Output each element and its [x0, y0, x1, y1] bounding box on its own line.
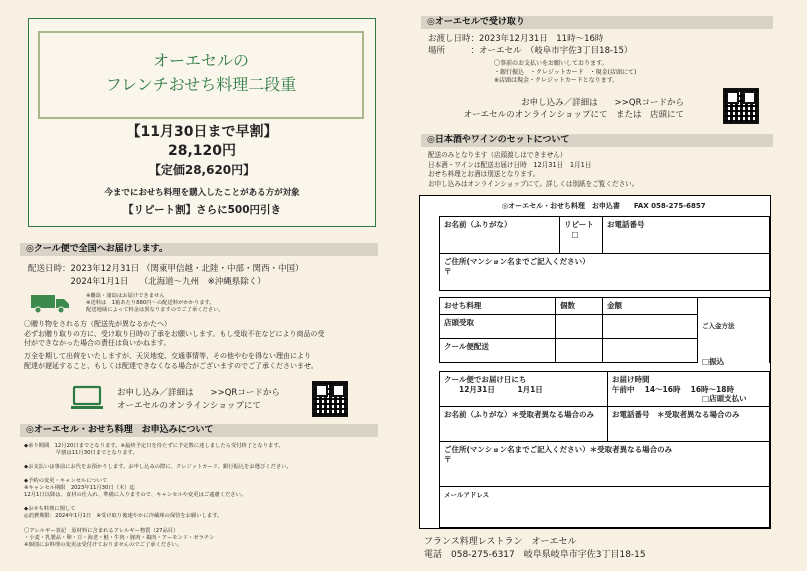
repeat-checkbox[interactable]: リピート □ — [559, 216, 603, 254]
title-box — [28, 18, 376, 227]
recipient-phone-field[interactable]: お電話番号 ＊受取者異なる場合のみ — [607, 406, 770, 442]
amount-store-pickup[interactable] — [602, 314, 698, 339]
form-title: ◎オーエセル・おせち料理 お申込書 FAX 058-275-6857 — [502, 202, 706, 210]
name-field[interactable]: お名前（ふりがな） — [439, 216, 560, 254]
title-line-2: フレンチおせち料理二段重 — [105, 75, 297, 94]
delivery-fee-notes: ※離島・諸島はお届けできません ※送料は 1箱あたり880円〜の配送料がかかります。 配送地域によって料金は異なりますのでご了承ください。 — [86, 293, 224, 314]
delivery-apply-text: お申し込み／詳細は >>QRコードから オーエセルのオンラインショップにて — [117, 388, 280, 411]
sake-header: ◎日本酒やワインのセットについて — [421, 134, 773, 147]
pickup-payment-notes: 〇事前のお支払いをお願いしております。 ・銀行振込 ・クレジットカード ・現金(店頭にて) ※店頭は現金・クレジットカードとなります。 — [494, 60, 637, 84]
truck-icon — [30, 293, 70, 313]
title-line-1: オーエセルの — [152, 51, 249, 70]
count-cool-delivery[interactable] — [555, 338, 603, 363]
regular-price: 【定価28,620円】 — [148, 163, 256, 177]
early-discount-label: 【11月30日まで早割】 — [126, 124, 278, 140]
order-info-notes: ◆承り期間 12月20日までとなります。※最終予定日を待たずに予定数に達しましたら受付終了となります。 早割は11月30日までとなります。 ◆お支払いは事前にお代をお預かりします。お申し込みの際に、クレジットカード、銀行振込をお選びください。 ◆予約の変更・キャンセルについて ※キャンセル期限 2023年11月30日（木）迄 12月1日以降は、食材の仕入れ、準備に入りますので、キャンセルや変更はご遠慮ください。 ◆おせち料理に関して ◎消費期限：2024年1月1日 ※受け取り後速やかに冷蔵庫の保管をお願いします。 〇アレルギー表記 原材料に含まれるアレルギー物質（27品目） ・小麦・乳製品・卵・豆・海老・鮭・牛肉・豚肉・鶏肉・アーモンド・ゼラチン ※個別にお料理の変更は受付けておりませんのでご了承ください。 — [24, 443, 292, 548]
laptop-icon — [70, 385, 104, 411]
pay-transfer-checkbox[interactable]: □振込 — [702, 357, 725, 366]
order-info-header: ◎オーエセル・おせち料理 お申込みについて — [20, 424, 378, 437]
qr-code-pickup[interactable] — [723, 88, 759, 124]
cool-delivery-date-field[interactable]: クール便でお届け日にち 12月31日 1月1日 — [439, 371, 608, 407]
item-cool-delivery: クール便配送 — [439, 338, 556, 363]
recipient-address-field[interactable]: ご住所(マンション名までご記入ください）＊受取者異なる場合のみ 〒 — [439, 441, 770, 487]
qr-code-delivery[interactable] — [312, 381, 348, 417]
footer-contact: 電話 058-275-6317 岐阜県岐阜市宇佐3丁目18-15 — [424, 550, 646, 560]
title-frame — [38, 31, 364, 119]
footer-restaurant: フランス料理レストラン オーエセル — [424, 537, 577, 547]
count-header: 個数 — [555, 297, 603, 315]
payment-header: ご入金方法 — [702, 322, 735, 330]
amount-cool-delivery[interactable] — [602, 338, 698, 363]
delivery-date-2: 2024年1月1日 （北海道～九州 ※沖縄県除く） — [28, 277, 266, 287]
email-field[interactable]: メールアドレス — [439, 486, 770, 528]
pickup-place: 場所 ：オーエセル （岐阜市宇佐3丁目18-15） — [428, 46, 633, 56]
repeat-target-note: 今までにおせち料理を購入したことがある方が対象 — [104, 188, 300, 198]
pickup-date: お渡し日時：2023年12月31日 11時～16時 — [428, 34, 604, 44]
address-field[interactable]: ご住所(マンション名までご記入ください） 〒 — [439, 253, 770, 291]
phone-field[interactable]: お電話番号 — [602, 216, 770, 254]
item-header: おせち料理 — [439, 297, 556, 315]
sake-notes: 配送のみとなります（店頭渡しはできません） 日本酒・ワインは配送お届け日時 12月31日 1月1日 おせち料理とお酒は別送となります。 お申し込みはオンラインショップにて。詳しくは別紙をご覧ください。 — [428, 151, 639, 188]
order-form — [419, 195, 771, 529]
delivery-date-1: 配送日時：2023年12月31日 （関東甲信越・北陸・中部・関西・中国） — [28, 264, 304, 274]
early-price: 28,120円 — [167, 143, 237, 159]
pickup-apply-text: お申し込み／詳細は >>QRコードから オーエセルのオンラインショップにて または 店頭にて — [463, 98, 684, 120]
item-store-pickup: 店頭受取 — [439, 314, 556, 339]
count-store-pickup[interactable] — [555, 314, 603, 339]
amount-header: 金額 — [602, 297, 698, 315]
gift-notes: 〇贈り物をされる方（配送先が異なるかたへ） 必ずお贈り取りの方に、受け取り日時の了承をお願いします。もし受取不在などにより商品の受 付ができなかった場合の責任は負いかねます。 — [24, 320, 325, 347]
disaster-notes: 万全を期して出荷をいたしますが、天災地変、交通事情等、その他やむを得ない理由により 配達が遅延すること、もしくは配達できなくなる場合がございますのでご了承くださいませ。 — [24, 352, 318, 370]
recipient-name-field[interactable]: お名前（ふりがな）＊受取者異なる場合のみ — [439, 406, 608, 442]
repeat-discount-offer: 【リピート割】さらに500円引き — [123, 204, 281, 216]
delivery-header: ◎クール便で全国へお届けします。 — [20, 243, 378, 256]
delivery-time-field[interactable]: お届け時間 午前中 14〜16時 16時〜18時 — [607, 371, 770, 407]
pay-store-checkbox[interactable]: □店頭支払い — [702, 394, 747, 403]
pickup-header: ◎オーエセルで受け取り — [421, 16, 773, 29]
payment-method-box — [697, 297, 770, 403]
